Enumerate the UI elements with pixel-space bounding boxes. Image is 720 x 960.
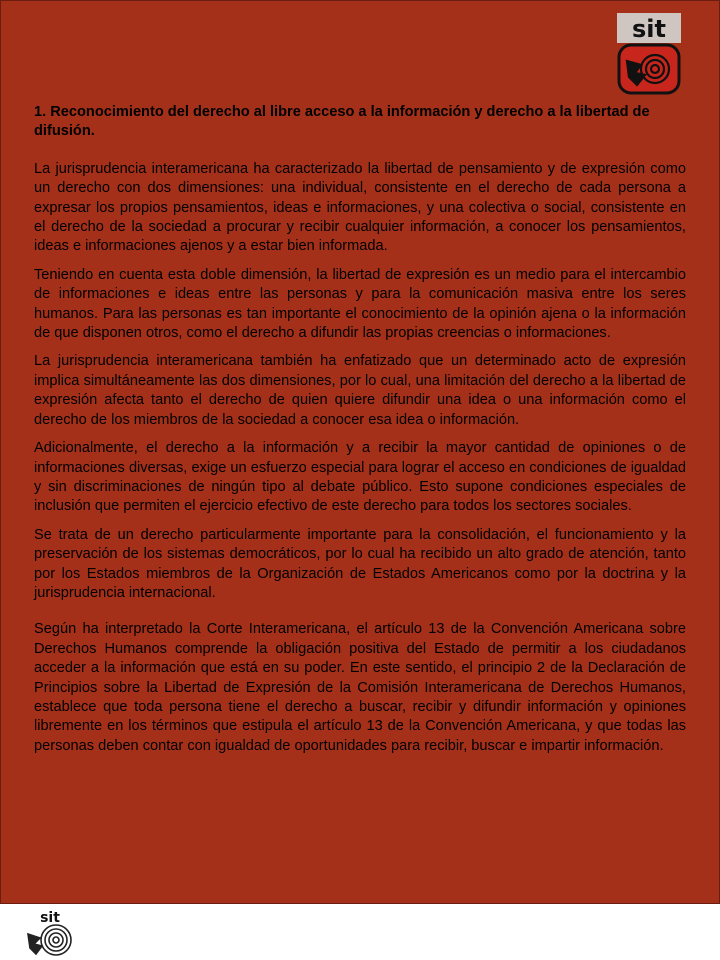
section-heading: 1. Reconocimiento del derecho al libre acceso a la información y derecho a la libertad de difusión. [34, 104, 650, 140]
sit-logo-footer [24, 908, 76, 956]
eagle-spiral-emblem-icon [28, 925, 71, 955]
paragraph-6: Según ha interpretado la Corte Interamericana, el artículo 13 de la Convención Americana sobre Derechos Humanos comprende la obligación positiva del Estado de permitir a los ciudadanos acceder a la información que está en su poder. En este sentido, el principio 2 de la Declaración de Principios sobre la Libertad de Expresión de la Comisión Interamericana de Derechos Humanos, establece que toda persona tiene el derecho a buscar, recibir y difundir información y opiniones libremente en los términos que estipula el artículo 13 de la Convención Americana, y que todas las personas deben contar con igualdad de oportunidades para recibir, buscar e impartir información. [34, 621, 686, 754]
paragraph-2: Teniendo en cuenta esta doble dimensión, la libertad de expresión es un medio para el intercambio de informaciones e ideas entre las personas y para la comunicación masiva entre los seres humanos. Para las personas es tan importante el conocimiento de la opinión ajena o la información de que disponen otros, como el derecho a difundir las propias creencias o informaciones. [34, 266, 686, 342]
document-body [34, 103, 686, 765]
paragraph-5: Se trata de un derecho particularmente importante para la consolidación, el funcionamiento y la preservación de los sistemas democráticos, por lo cual ha recibido un alto grado de atención, tanto por los Estados miembros de la Organización de Estados Americanos como por la doctrina y la jurisprudencia internacional. [34, 526, 686, 601]
logo-text: sit [632, 15, 666, 43]
logo-footer-text: sit [40, 910, 60, 926]
paragraph-1: La jurisprudencia interamericana ha caracterizado la libertad de pensamiento y de expresión como un derecho con dos dimensiones: una individual, consistente en el derecho de cada persona a expresar los propios pensamientos, ideas e informaciones, y una colectiva o social, consistente en el derecho de la sociedad a procurar y recibir cualquier información, a conocer los pensamientos, ideas e informaciones ajenos y a estar bien informada. [34, 160, 686, 255]
sit-logo [617, 13, 681, 95]
paragraph-4: Adicionalmente, el derecho a la información y a recibir la mayor cantidad de opiniones o de informaciones diversas, exige un esfuerzo especial para lograr el acceso en condiciones de igualdad y sin discriminaciones de ningún tipo al debate público. Esto supone condiciones especiales de inclusión que permiten el ejercicio efectivo de este derecho para todos los sectores sociales. [34, 440, 686, 515]
paragraph-3: La jurisprudencia interamericana también ha enfatizado que un determinado acto de expresión implica simultáneamente las dos dimensiones, por lo cual, una limitación del derecho a la libertad de expresión afecta tanto el derecho de quien quiere difundir una idea o una información como el derecho de los miembros de la sociedad a conocer esa idea o información. [34, 353, 686, 428]
